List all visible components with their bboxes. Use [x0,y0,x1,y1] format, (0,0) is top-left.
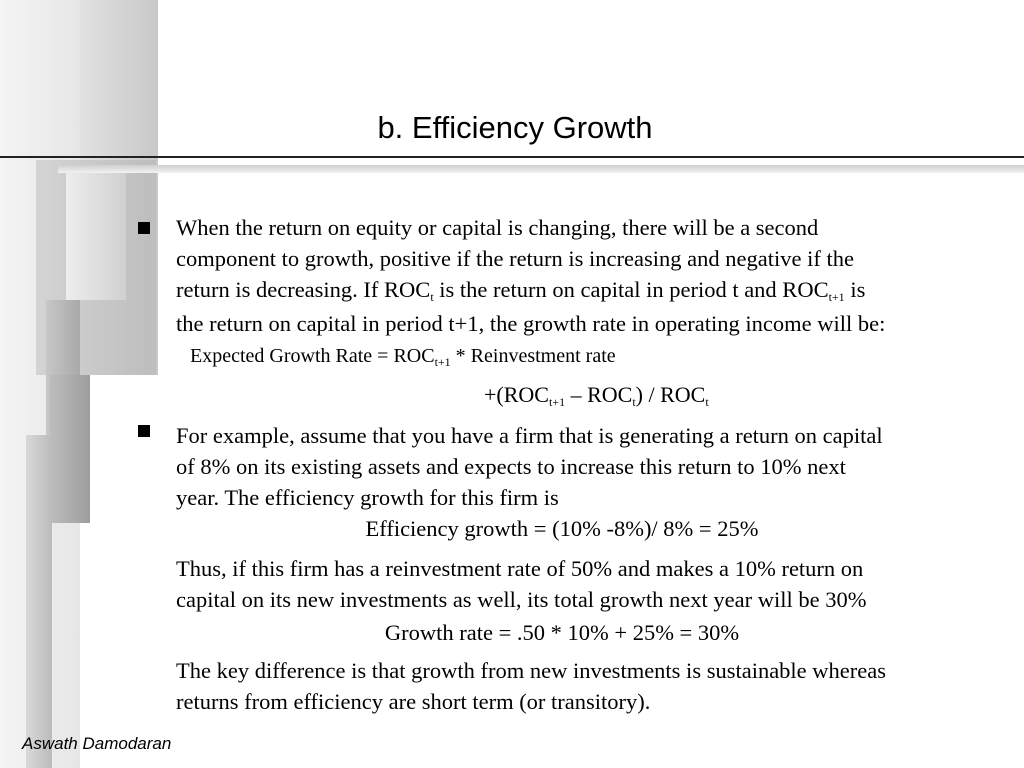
author-footer: Aswath Damodaran [22,734,172,753]
bullet-paragraph-2: For example, assume that you have a firm that is generating a return on capital of 8% on its existing assets and expects to increase this return to 10% next year. The efficiency growth for this firm is [176,423,883,510]
bullet-paragraph-1: When the return on equity or capital is changing, there will be a second component to growth, positive if the return is increasing and negative if the return is decreasing. If $ROC_t$ is the return on capital in period t and $ROC_{t+1}$ is the return on capital in period t+1, the growth rate in operating income will be: [176,215,886,336]
decorative-bar [50,375,90,523]
title-divider [0,156,1024,158]
growth-formula: Expected Growth Rate = $ROC_{t+1}$ * Reinvestment rate [190,345,616,369]
growth-rate-calculation: Growth rate = .50 * 10% + 25% = 30% [384,620,740,645]
title-divider-shadow [58,165,1024,173]
key-difference-paragraph: The key difference is that growth from new investments is sustainable whereas returns from efficiency are short term (or transitory). [176,658,887,714]
efficiency-growth-calculation: Efficiency growth = (10% -8%)/ 8% = 25% [365,516,759,541]
reinvestment-paragraph: Thus, if this firm has a reinvestment rate of 50% and makes a 10% return on capital on its new investments as well, its total growth next year will be 30% [176,556,867,612]
slide-title: b. Efficiency Growth [377,110,653,145]
decorative-bar [66,172,126,300]
decorative-bar [26,435,52,768]
growth-formula-continued: $+(ROC_{t+1} - ROC_t) / ROC_t$ [484,382,709,409]
bullet-marker [138,425,150,437]
bullet-marker [138,222,150,234]
